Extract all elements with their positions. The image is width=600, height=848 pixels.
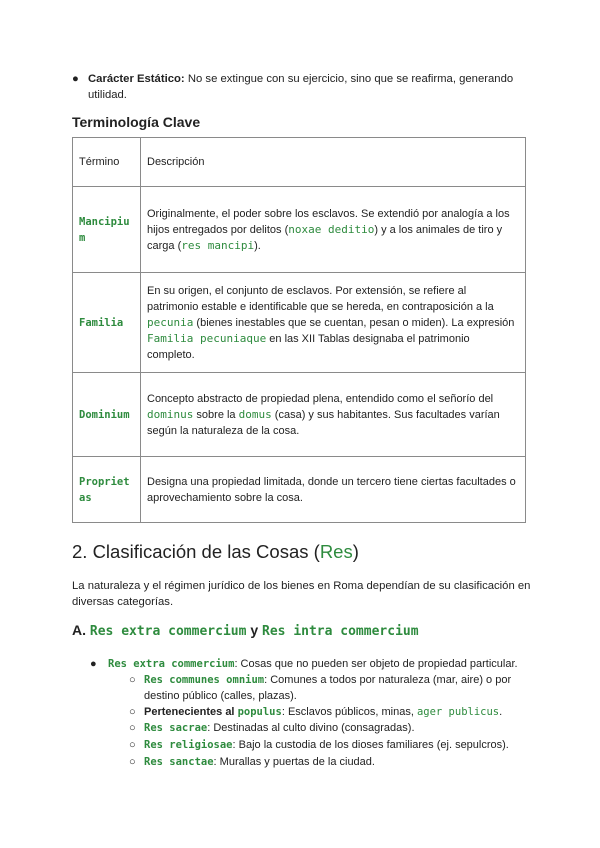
bullet-circle: ○	[129, 739, 136, 751]
inline-code: populus	[237, 706, 282, 718]
bullet-circle: ○	[129, 756, 136, 768]
table-row	[73, 373, 526, 457]
bullet-circle: ○	[129, 674, 136, 686]
bullet-dot: ●	[90, 658, 97, 670]
table-header-row	[73, 138, 526, 187]
inline-code: Res sanctae	[144, 756, 214, 768]
intro-bullet	[72, 71, 538, 103]
list-item: ○ Res sacrae: Destinadas al culto divino (consagradas).	[129, 722, 415, 734]
section-title: 2. Clasificación de las Cosas (Res)	[72, 541, 359, 562]
table-row	[73, 187, 526, 273]
term-cell: Proprietas	[73, 457, 141, 523]
table-row	[73, 273, 526, 373]
inline-code: Familia pecuniaque	[147, 331, 267, 345]
header-description: Descripción	[141, 138, 526, 187]
title-res: Res	[319, 541, 353, 562]
description-cell: Originalmente, el poder sobre los esclavos. Se extendió por analogía a los hijos entregados por delitos (noxae deditio) y a los animales de tiro y carga (res mancipi).	[141, 187, 526, 273]
inline-code: res mancipi	[181, 238, 255, 252]
description-cell: Designa una propiedad limitada, donde un tercero tiene ciertas facultades o aprovechamiento sobre la cosa.	[141, 457, 526, 523]
terminology-table	[72, 137, 526, 523]
list-item: ● Res extra commercium: Cosas que no pueden ser objeto de propiedad particular.	[90, 658, 518, 670]
inline-code: Res sacrae	[144, 722, 208, 734]
section-intro: La naturaleza y el régimen jurídico de los bienes en Roma dependían de su clasificación en diversas categorías.	[72, 580, 531, 608]
subsection-heading: A. Res extra commercium y Res intra commercium	[72, 622, 419, 639]
intro-bullet-text: No se extingue con su ejercicio, sino que se reafirma, generando utilidad.	[88, 73, 514, 101]
table-row	[73, 457, 526, 523]
description-cell: En su origen, el conjunto de esclavos. Por extensión, se refiere al patrimonio estable e identificable que se hereda, en contraposición a la pecunia (bienes inestables que se cuentan, pesan o miden). La expresión Familia pecuniaque en las XII Tablas designaba el patrimonio completo.	[141, 273, 526, 373]
list-item: ○ Pertenecientes al populus: Esclavos públicos, minas, ager publicus.	[129, 706, 503, 718]
bullet-dot: ●	[72, 73, 79, 85]
inline-code: dominus	[147, 407, 194, 421]
inline-code: Res extra commercium	[108, 658, 235, 670]
inline-code: domus	[238, 407, 272, 421]
description-cell: Concepto abstracto de propiedad plena, entendido como el señorío del dominus sobre la domus (casa) y sus habitantes. Sus facultades varían según la naturaleza de la cosa.	[141, 373, 526, 457]
terminology-heading: Terminología Clave	[72, 114, 201, 130]
intro-bullet-label: Carácter Estático:	[88, 73, 185, 85]
list-item: ○ Res sanctae: Murallas y puertas de la ciudad.	[129, 756, 375, 768]
inline-code: Res communes omnium	[144, 674, 265, 686]
header-term: Término	[73, 138, 141, 187]
inline-code: noxae deditio	[288, 222, 375, 236]
term-cell: Dominium	[73, 373, 141, 457]
bullet-circle: ○	[129, 722, 136, 734]
term-cell: Mancipium	[73, 187, 141, 273]
inline-code: pecunia	[147, 315, 194, 329]
inline-code: Res extra commercium	[89, 624, 247, 639]
list-item: ○ Res religiosae: Bajo la custodia de los dioses familiares (ej. sepulcros).	[129, 739, 509, 751]
bullet-circle: ○	[129, 706, 136, 718]
list-item: ○ Res communes omnium: Comunes a todos por naturaleza (mar, aire) o por destino público (calles, plazas).	[129, 674, 512, 702]
inline-code: Res intra commercium	[262, 624, 419, 639]
inline-code: ager publicus	[416, 706, 500, 718]
inline-code: Res religiosae	[144, 739, 233, 751]
term-cell: Familia	[73, 273, 141, 373]
